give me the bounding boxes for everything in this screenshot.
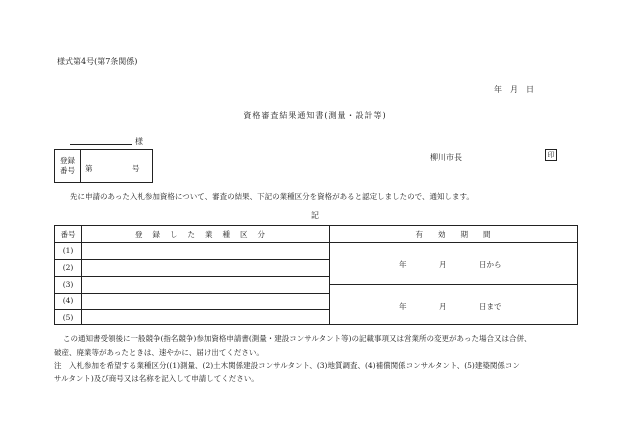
registration-prefix: 第 (85, 164, 93, 173)
addressee-blank-line (70, 144, 132, 145)
row-number: (4) (62, 296, 74, 305)
period-to-year: 年 (399, 302, 407, 311)
table-row-divider (55, 259, 329, 260)
table-divider-v2 (329, 226, 330, 324)
note-line: 破産、廃業等があったときは、速やかに、届け出てください。 (54, 348, 264, 357)
note-line: この通知書受領後に一般競争(指名競争)参加資格申請書(測量・建設コンサルタント等)の記載事項又は営業所の変更があった場合又は合併、 (63, 334, 532, 343)
period-from-month: 月 (439, 260, 447, 269)
header-number: 番号 (60, 230, 76, 239)
addressee-suffix: 様 (135, 137, 143, 146)
registration-label: 登録番号 (60, 156, 75, 175)
table-row-divider (55, 309, 329, 310)
form-number: 様式第4号(第7条関係) (57, 57, 138, 66)
row-number: (1) (62, 246, 74, 255)
intro-text: 先に申請のあった入札参加資格について、審査の結果、下記の業種区分を資格があると認定しましたので、通知します。 (70, 192, 474, 201)
registration-suffix: 号 (132, 164, 140, 173)
registration-label-cell (55, 150, 81, 182)
category-table (54, 225, 578, 325)
period-from-end: 日から (479, 260, 502, 269)
period-from-year: 年 (399, 260, 407, 269)
seal-mark: 印 (545, 149, 557, 161)
note-line: サルタント)及び商号又は名称を記入して申請してください。 (54, 374, 259, 383)
ki-heading: 記 (311, 211, 319, 220)
period-to-end: 日まで (479, 302, 502, 311)
issuer-name: 柳川市長 (430, 153, 462, 162)
period-to-month: 月 (439, 302, 447, 311)
date-line: 年 月 日 (494, 85, 534, 94)
header-category: 登録した業種区分 (135, 230, 275, 239)
row-number: (2) (62, 263, 74, 272)
row-number: (5) (62, 313, 74, 322)
table-row-divider (55, 276, 329, 277)
table-validity-divider (329, 284, 577, 285)
document-title: 資格審査結果通知書(測量・設計等) (243, 111, 387, 120)
table-row-divider (55, 293, 329, 294)
row-number: (3) (62, 280, 74, 289)
table-header-divider (55, 242, 577, 243)
header-validity: 有 効 期 間 (415, 230, 491, 239)
note-line: 注 入札参加を希望する業種区分((1)測量、(2)土木関係建設コンサルタント、(3)地質調査、(4)補償関係コンサルタント、(5)建築関係コン (54, 361, 520, 370)
